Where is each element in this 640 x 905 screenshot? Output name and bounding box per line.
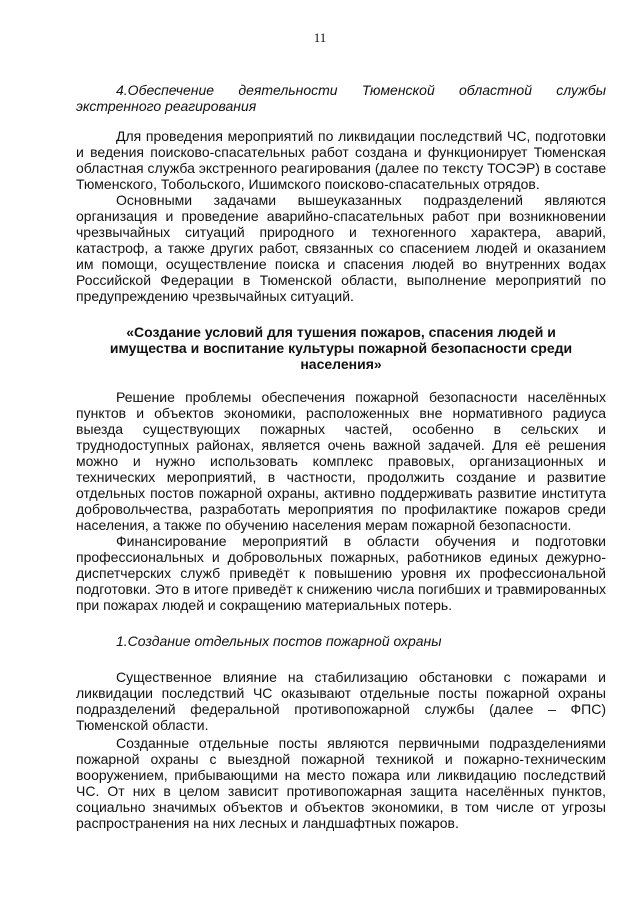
paragraph-line: организация и проведение аварийно-спасательных работ при возникновении bbox=[76, 208, 606, 224]
paragraph-line: пожарной охраны с выездной пожарной техникой и пожарно-техническим bbox=[76, 751, 606, 767]
paragraph-line: диспетчерских служб приведёт к повышению уровня их профессиональной bbox=[76, 565, 606, 581]
paragraph-line: Созданные отдельные посты являются первичными подразделениями bbox=[116, 735, 606, 751]
paragraph-line: социально значимых объектов и объектов экономики, в том числе от угрозы bbox=[76, 799, 606, 815]
paragraph-line: Основными задачами вышеуказанных подразделений являются bbox=[116, 192, 606, 208]
paragraph-line: Решение проблемы обеспечения пожарной безопасности населённых bbox=[116, 389, 606, 405]
paragraph-line: Существенное влияние на стабилизацию обстановки с пожарами и bbox=[116, 669, 606, 685]
subsection-heading: 1.Создание отдельных постов пожарной охраны bbox=[116, 633, 442, 649]
paragraph-line: распространения на них лесных и ландшафтных пожаров. bbox=[76, 815, 459, 831]
paragraph-line: чрезвычайных ситуаций природного и техногенного характера, аварий, bbox=[76, 224, 606, 240]
paragraph-line: Финансирование мероприятий в области обучения и подготовки bbox=[116, 533, 606, 549]
section-heading-line: экстренного реагирования bbox=[76, 98, 257, 114]
paragraph-line: населения, а также по обучению населения мерам пожарной безопасности. bbox=[76, 517, 572, 533]
paragraph-line: подготовки. Это в итоге приведёт к снижению числа погибших и травмированных bbox=[76, 581, 607, 597]
paragraph-line: подразделений федеральной противопожарной службы (далее – ФПС) bbox=[76, 701, 606, 717]
page-number: 11 bbox=[313, 30, 327, 45]
paragraph-line: Российской Федерации в Тюменской области, выполнение мероприятий по bbox=[76, 272, 606, 288]
paragraph-line: при пожарах людей и сокращению материальных потерь. bbox=[76, 597, 453, 613]
paragraph-line: катастроф, а также других работ, связанных со спасением людей и оказанием bbox=[76, 240, 606, 256]
paragraph-line: и ведения поисково-спасательных работ создана и функционирует Тюменская bbox=[76, 144, 606, 160]
paragraph-line: Для проведения мероприятий по ликвидации последствий ЧС, подготовки bbox=[116, 128, 606, 144]
paragraph-line: технических мероприятий, в частности, продолжить создание и развитие bbox=[76, 469, 606, 485]
paragraph-line: профессиональных и добровольных пожарных, работников единых дежурно- bbox=[76, 549, 606, 565]
paragraph-line: выезда существующих пожарных частей, особенно в сельских и bbox=[76, 421, 606, 437]
program-title-line: «Создание условий для тушения пожаров, спасения людей и bbox=[126, 324, 556, 340]
paragraph-line: отдельных постов пожарной охраны, активно поддерживать развитие института bbox=[76, 485, 606, 501]
paragraph-line: областная служба экстренного реагирования (далее по тексту ТОСЭР) в составе bbox=[76, 160, 607, 176]
paragraph-line: можно и нужно использовать комплекс правовых, организационных и bbox=[76, 453, 606, 469]
paragraph-line: пунктов и объектов экономики, расположенных вне нормативного радиуса bbox=[76, 405, 606, 421]
paragraph-line: вооружением, прибывающими на место пожара или ликвидацию последствий bbox=[76, 767, 606, 783]
paragraph-line: ЧС. От них в целом зависит противопожарная защита населённых пунктов, bbox=[76, 783, 606, 799]
program-title-line: имущества и воспитание культуры пожарной безопасности среди bbox=[109, 340, 573, 356]
section-heading-line: 4.Обеспечение деятельности Тюменской областной службы bbox=[116, 82, 606, 98]
paragraph-line: ликвидации последствий ЧС оказывают отдельные посты пожарной охраны bbox=[76, 685, 606, 701]
paragraph-line: Тюменского, Тобольского, Ишимского поисково-спасательных отрядов. bbox=[76, 176, 540, 192]
paragraph-line: труднодоступных районах, является очень важной задачей. Для её решения bbox=[76, 437, 606, 453]
program-title-line: населения» bbox=[300, 356, 382, 372]
paragraph-line: предупреждению чрезвычайных ситуаций. bbox=[76, 288, 354, 304]
paragraph-line: им помощи, осуществление поиска и спасения людей во внутренних водах bbox=[76, 256, 606, 272]
paragraph-line: Тюменской области. bbox=[76, 717, 209, 733]
paragraph-line: добровольчества, разработать мероприятия по профилактике пожаров среди bbox=[76, 501, 606, 517]
